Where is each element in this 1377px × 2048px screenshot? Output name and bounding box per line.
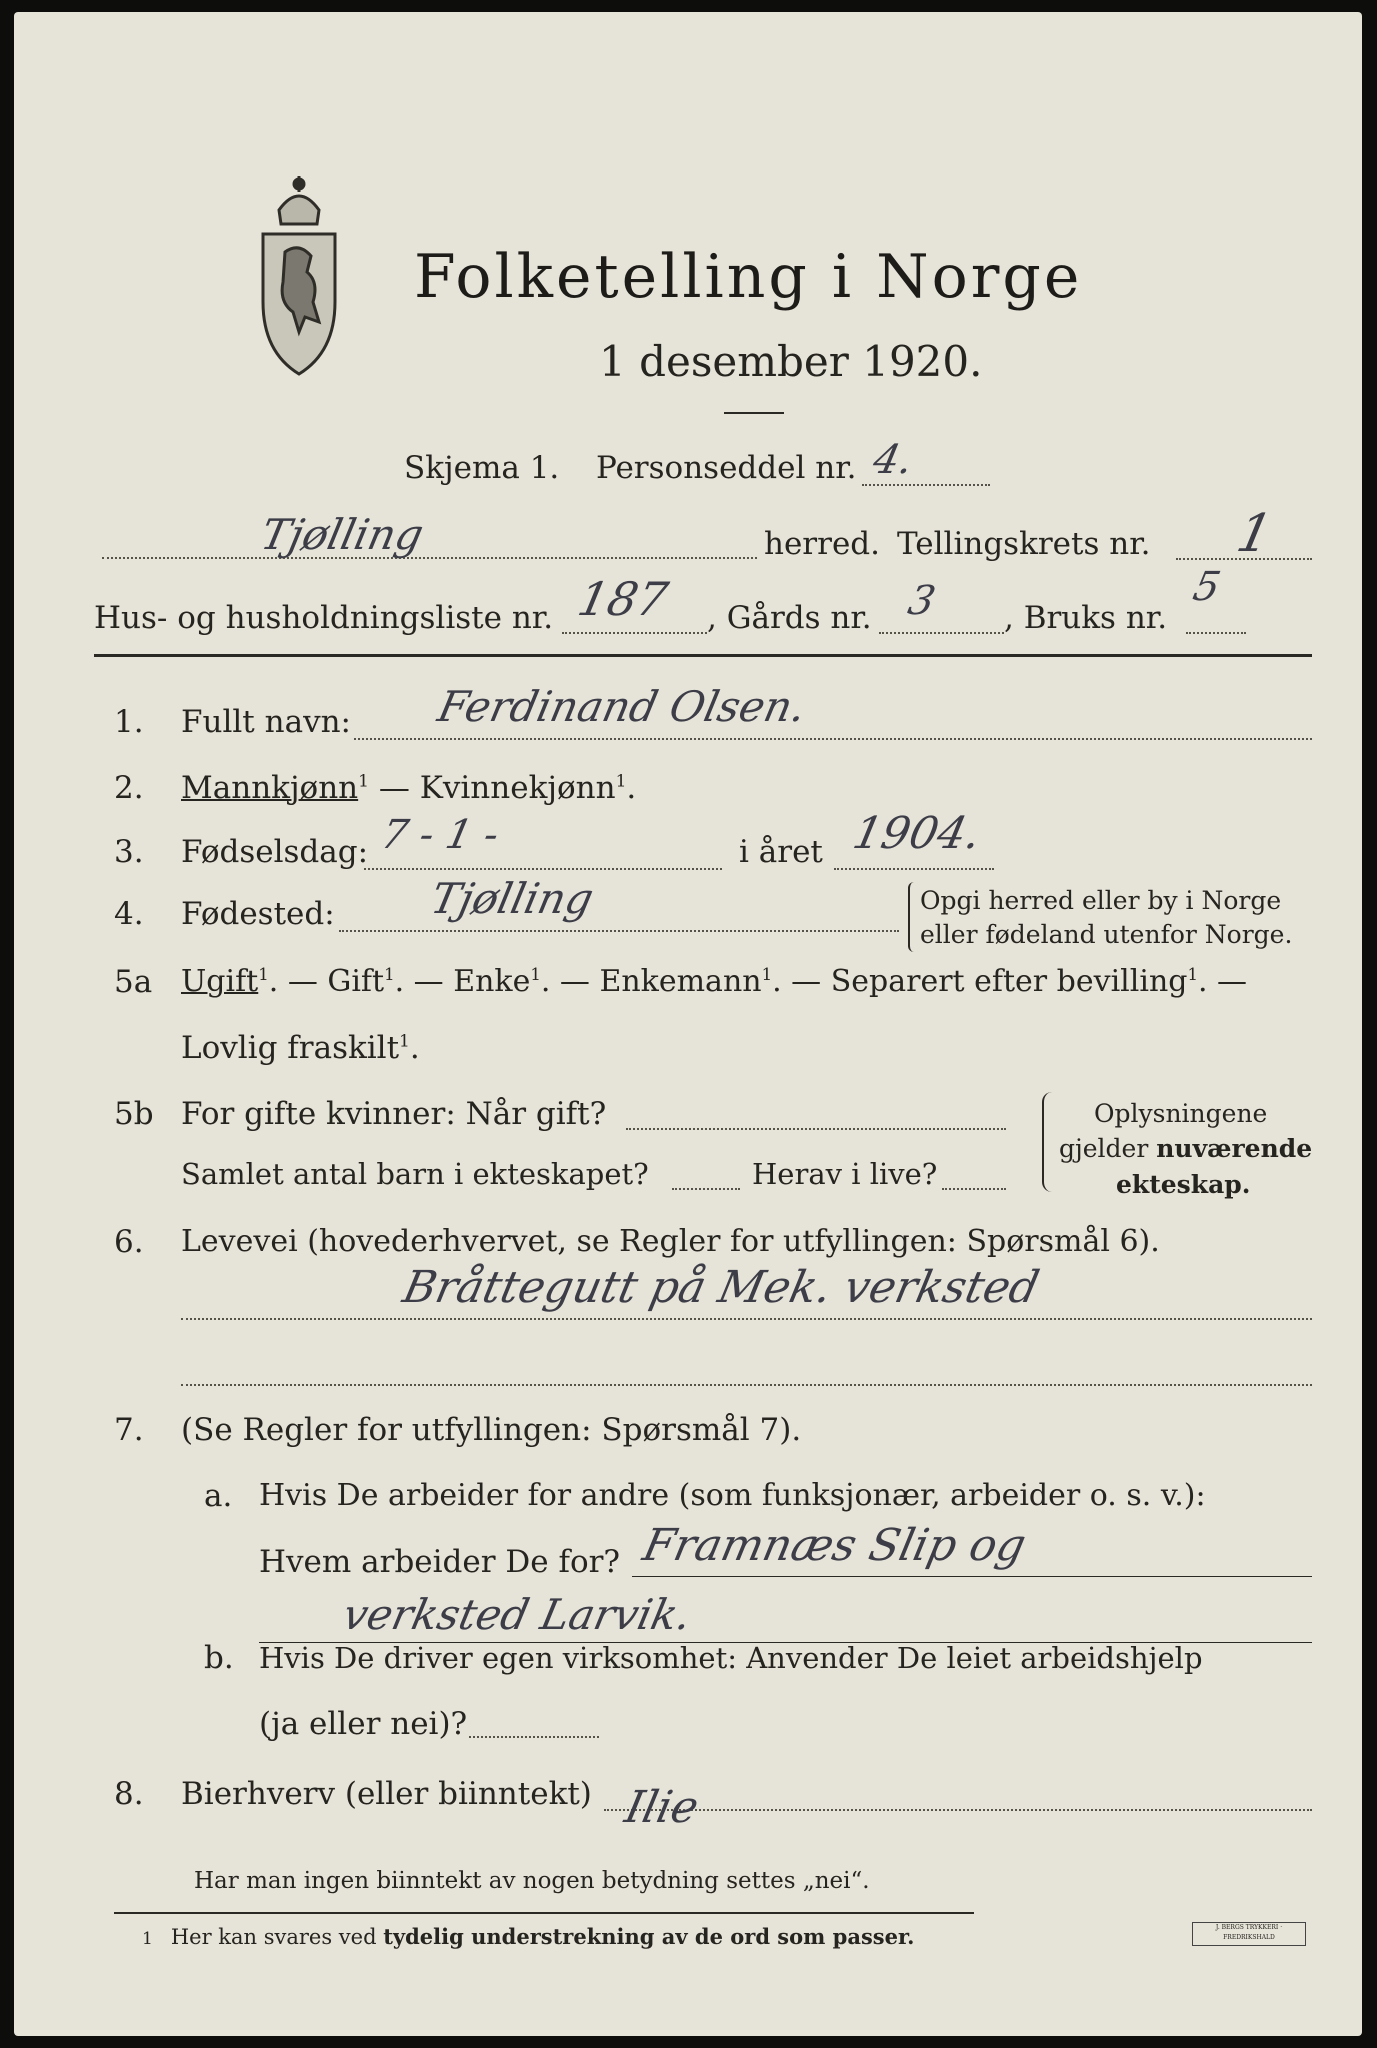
census-form-sheet xyxy=(14,12,1362,2036)
q5a-end: . xyxy=(409,1030,420,1066)
q5b-barn-field-line xyxy=(672,1188,740,1190)
q2-sup-kvinne: 1 xyxy=(615,771,627,792)
q4-number: 4. xyxy=(114,896,144,932)
q5a-sup-5: 1 xyxy=(1187,965,1198,984)
q5a-sep-1: . — xyxy=(268,964,328,999)
q8-side-income-value: Ilie xyxy=(620,1782,703,1833)
personseddel-field-line xyxy=(862,484,990,486)
q1-field-line xyxy=(354,738,1312,740)
q5a-fraskilt: Lovlig fraskilt xyxy=(181,1030,400,1066)
herred-label: herred. xyxy=(764,526,880,562)
q1-full-name-value: Ferdinand Olsen. xyxy=(433,682,811,731)
q7a-question: Hvem arbeider De for? xyxy=(259,1544,621,1580)
q5b-note-line3: ekteskap. xyxy=(1116,1170,1251,1199)
q5a-sep-5: . — xyxy=(1197,964,1248,999)
q5a-number: 5a xyxy=(114,964,153,1000)
q5a-sup-4: 1 xyxy=(761,965,773,984)
gards-label: , Gårds nr. xyxy=(707,600,872,636)
q5b-note-nuvaerende: nuværende xyxy=(1156,1134,1313,1163)
q5a-separert: Separert efter bevilling xyxy=(830,964,1188,999)
husliste-label: Hus- og husholdningsliste nr. xyxy=(94,600,554,636)
gards-field-line xyxy=(879,632,1004,634)
q5b-note-gjelder: gjelder xyxy=(1059,1134,1157,1163)
q1-number: 1. xyxy=(114,704,144,740)
q8-number: 8. xyxy=(114,1776,144,1812)
form-title: Folketelling i Norge xyxy=(414,242,1083,312)
q5a-gift: Gift xyxy=(327,964,385,999)
norwegian-coat-of-arms-icon xyxy=(249,172,349,382)
q8-label: Bierhverv (eller biinntekt) xyxy=(181,1776,592,1812)
q4-field-line xyxy=(339,930,899,932)
husliste-field-line xyxy=(562,632,707,634)
q5a-sep-4: . — xyxy=(772,964,831,999)
q7b-question: (ja eller nei)? xyxy=(259,1706,468,1742)
q7-label: (Se Regler for utfyllingen: Spørsmål 7). xyxy=(181,1412,802,1448)
q5a-fraskilt-line xyxy=(181,1030,420,1066)
tellingskrets-value: 1 xyxy=(1231,504,1278,564)
q4-birthplace-value: Tjølling xyxy=(426,874,598,923)
q5a-enkemann: Enkemann xyxy=(599,964,762,999)
q2-sup-mann: 1 xyxy=(358,771,369,792)
title-divider xyxy=(724,412,784,414)
q6-label: Levevei (hovederhvervet, se Regler for utfyllingen: Spørsmål 6). xyxy=(181,1224,1160,1259)
q5a-enke: Enke xyxy=(453,964,531,999)
q5b-naar-gift: For gifte kvinner: Når gift? xyxy=(181,1096,607,1132)
q7a-employer-value-2: verksted Larvik. xyxy=(338,1590,696,1639)
q5a-marital-options xyxy=(181,964,1247,1000)
q5b-note-line1: Oplysningene xyxy=(1094,1099,1268,1128)
q3-year-field-line xyxy=(834,868,994,870)
q3-label: Fødselsdag: xyxy=(181,834,369,870)
footnote-text-b: tydelig understrekning av de ord som passer. xyxy=(383,1924,915,1949)
herred-value: Tjølling xyxy=(256,510,428,559)
q3-number: 3. xyxy=(114,834,144,870)
q5b-barn: Samlet antal barn i ekteskapet? xyxy=(181,1157,649,1191)
census-date: 1 desember 1920. xyxy=(599,337,983,386)
q7b-number: b. xyxy=(204,1640,234,1676)
q5a-sep-2: . — xyxy=(394,964,454,999)
q7b-field-line xyxy=(469,1736,599,1738)
q5a-sup-1: 1 xyxy=(258,965,269,984)
footer-divider xyxy=(114,1912,974,1914)
q5b-note-line2 xyxy=(1059,1132,1312,1165)
q5a-ugift: Ugift xyxy=(181,964,259,999)
skjema-label: Skjema 1. xyxy=(404,450,560,486)
q6-occupation-value: Bråttegutt på Mek. verksted xyxy=(398,1262,1044,1313)
q7a-field-line-1 xyxy=(632,1576,1312,1577)
q5a-sup-6: 1 xyxy=(399,1031,410,1052)
bruks-value: 5 xyxy=(1189,564,1225,610)
q8-field-line xyxy=(604,1809,1312,1811)
q8-note: Har man ingen biinntekt av nogen betydning settes „nei“. xyxy=(194,1868,870,1894)
bruks-field-line xyxy=(1186,632,1246,634)
q5b-naar-field-line xyxy=(626,1128,1006,1130)
q6-number: 6. xyxy=(114,1224,144,1260)
q4-label: Fødested: xyxy=(181,896,335,932)
q2-mannkjonn: Mannkjønn xyxy=(181,770,359,806)
q5b-number: 5b xyxy=(114,1096,154,1132)
footnote xyxy=(142,1924,914,1949)
header-divider xyxy=(94,654,1312,657)
q4-note-line2: eller fødeland utenfor Norge. xyxy=(920,920,1293,949)
q5b-live: Herav i live? xyxy=(752,1157,938,1191)
husliste-value: 187 xyxy=(573,572,673,626)
q5a-sup-2: 1 xyxy=(384,965,395,984)
q7-number: 7. xyxy=(114,1412,144,1448)
footnote-text-a: Her kan svares ved xyxy=(170,1925,384,1949)
personseddel-label: Personseddel nr. xyxy=(596,450,857,486)
q7a-employer-value-1: Framnæs Slip og xyxy=(638,1520,1031,1571)
footnote-number: 1 xyxy=(142,1929,153,1949)
q2-sep: — xyxy=(369,770,420,806)
q2-kvinnekjonn: Kvinnekjønn xyxy=(419,770,616,806)
bruks-label: , Bruks nr. xyxy=(1004,600,1168,636)
herred-field-line xyxy=(102,557,757,559)
q3-aaret-label: i året xyxy=(739,834,823,870)
q5a-sep-3: . — xyxy=(540,964,600,999)
q4-note-bracket xyxy=(908,882,916,952)
q5a-sup-3: 1 xyxy=(530,965,541,984)
q2-number: 2. xyxy=(114,770,144,806)
q7a-number: a. xyxy=(204,1478,233,1514)
q7a-text: Hvis De arbeider for andre (som funksjonær, arbeider o. s. v.): xyxy=(259,1478,1206,1513)
q6-field-line-2 xyxy=(181,1384,1312,1386)
q2-end: . xyxy=(626,770,637,806)
q3-year-value: 1904. xyxy=(848,808,986,859)
q2-gender-options xyxy=(181,770,636,806)
printer-stamp: J. BERGS TRYKKERI · FREDRIKSHALD xyxy=(1192,1922,1306,1946)
q3-birthdate-value: 7 - 1 - xyxy=(377,812,503,858)
q3-birthdate-field-line xyxy=(364,868,722,870)
personseddel-value: 4. xyxy=(869,437,918,483)
tellingskrets-label: Tellingskrets nr. xyxy=(897,526,1151,562)
q6-field-line-1 xyxy=(181,1318,1312,1320)
gards-value: 3 xyxy=(904,578,940,624)
q4-note-line1: Opgi herred eller by i Norge xyxy=(920,886,1282,915)
q7b-text: Hvis De driver egen virksomhet: Anvender De leiet arbeidshjelp xyxy=(259,1641,1203,1675)
q5b-live-field-line xyxy=(942,1188,1006,1190)
q1-label: Fullt navn: xyxy=(181,704,351,740)
q5b-note-bracket xyxy=(1042,1092,1054,1192)
